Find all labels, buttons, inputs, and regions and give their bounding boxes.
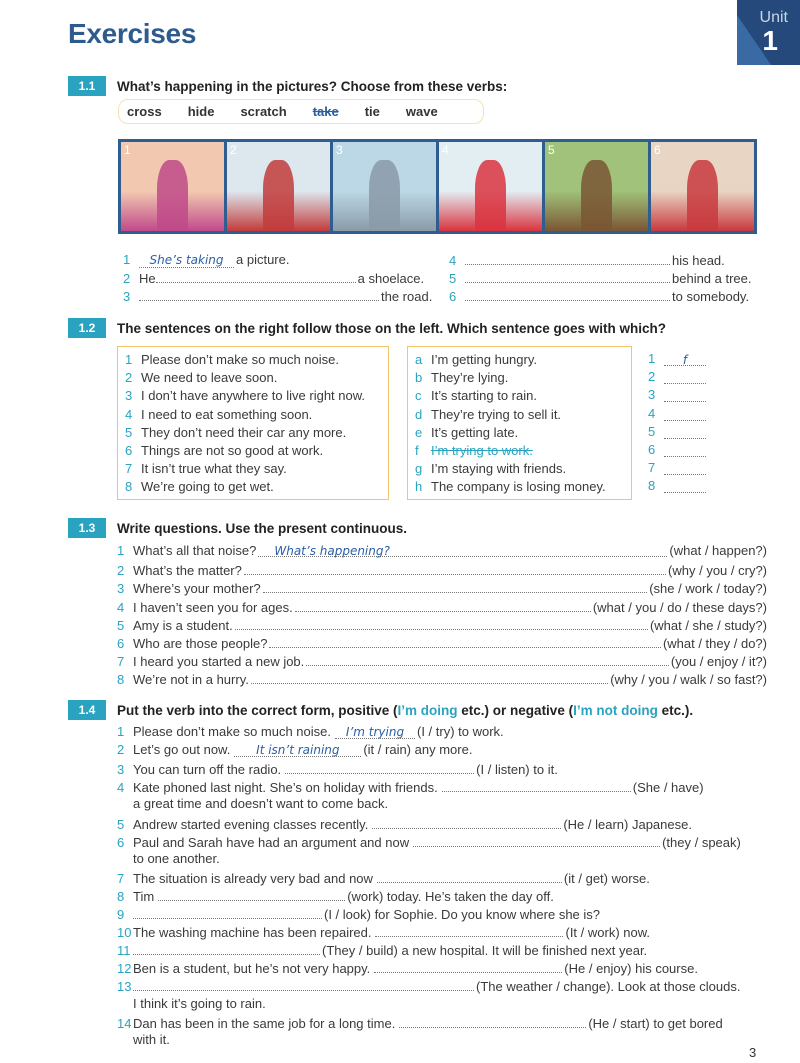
item-letter: d [415, 406, 423, 422]
answer-row [648, 442, 706, 460]
question-row [117, 561, 767, 579]
illustration-figure [157, 160, 188, 231]
answer-blank[interactable] [465, 288, 670, 301]
verb-option: hide [187, 104, 215, 119]
answer-blank[interactable] [263, 579, 648, 593]
left-sentence [125, 352, 388, 370]
answer-blank[interactable] [465, 270, 670, 283]
page-title: Exercises [68, 18, 197, 49]
sentence-suffix: (I / listen) to it. [476, 762, 558, 778]
picture-2 [227, 142, 330, 231]
exercise-row [117, 869, 650, 887]
sentence-prefix: Paul and Sarah have had an argument and now [133, 834, 410, 850]
sentence-text: I don’t have anywhere to live right now. [141, 388, 366, 404]
answer-row [648, 387, 706, 405]
picture-number: 4 [442, 143, 449, 157]
answer-blank[interactable] [306, 652, 669, 666]
sentence-text: It isn’t true what they say. [141, 461, 287, 477]
item-number: 8 [117, 672, 125, 688]
answer-blank[interactable] [251, 670, 608, 684]
exercise-badge-1-1: 1.1 [68, 76, 106, 96]
continuation-line: with it. [133, 1031, 170, 1047]
answer-row [648, 351, 706, 369]
answer-blank[interactable] [133, 941, 320, 955]
item-number: 4 [648, 405, 656, 421]
item-number: 5 [449, 271, 457, 286]
exercise-row [117, 977, 741, 995]
item-letter: b [415, 370, 423, 386]
sentence-suffix: (The weather / change). Look at those clouds. [476, 979, 741, 995]
answer-blank[interactable] [664, 371, 706, 384]
hint-text: (why / you / walk / so fast?) [610, 672, 767, 688]
sentence-prefix: Let’s go out now. [133, 742, 231, 758]
sentence-prefix: The washing machine has been repaired. [133, 925, 372, 941]
item-number: 5 [125, 424, 133, 440]
picture-number: 2 [230, 143, 237, 157]
sentence-prefix: Please don’t make so much noise. [133, 724, 331, 739]
sentence-row [123, 288, 432, 306]
sentence-text: I’m getting hungry. [431, 352, 537, 367]
exercise-heading-1-1: What’s happening in the pictures? Choose from these verbs: [117, 79, 508, 94]
sentence-row [123, 252, 289, 270]
answer-blank[interactable] [235, 616, 648, 630]
verb-option: tie [364, 104, 380, 119]
answer-column [648, 351, 706, 497]
item-letter: e [415, 424, 423, 440]
question-row [117, 598, 767, 616]
answer-blank[interactable] [295, 598, 591, 612]
sentence-suffix: (He / enjoy) his course. [564, 961, 698, 977]
right-sentence [415, 443, 631, 461]
exercise-badge-1-4: 1.4 [68, 700, 106, 720]
continuation-line: I think it’s going to rain. [133, 995, 266, 1011]
sentence-prefix: Kate phoned last night. She’s on holiday with friends. [133, 780, 438, 796]
item-number: 3 [117, 762, 125, 778]
sentence-text: They’re trying to sell it. [431, 406, 562, 422]
item-number: 3 [123, 289, 131, 304]
sentence-prefix: You can turn off the radio. [133, 762, 282, 778]
answer-row [648, 460, 706, 478]
sentence-suffix: (I / look) for Sophie. Do you know where she is? [324, 907, 601, 922]
hint-text: (what / they / do?) [662, 636, 767, 651]
sentence-suffix: to somebody. [672, 289, 750, 304]
item-number: 1 [117, 543, 125, 558]
item-letter: a [415, 352, 423, 367]
exercise-badge-1-3: 1.3 [68, 518, 106, 538]
answer-blank[interactable] [374, 959, 562, 973]
question-row [117, 670, 767, 688]
answer-blank[interactable]: She’s taking [139, 253, 234, 268]
item-number: 12 [117, 961, 132, 977]
heading-text: Put the verb into the correct form, positive ( [117, 703, 398, 718]
illustration-figure [581, 160, 612, 231]
exercise-row [117, 1014, 723, 1032]
sentence-row [449, 270, 752, 288]
hint-text: (you / enjoy / it?) [670, 654, 767, 670]
answer-blank[interactable] [399, 1014, 586, 1028]
picture-4 [439, 142, 542, 231]
sentence-suffix: a shoelace. [357, 271, 425, 286]
item-number: 3 [117, 581, 125, 597]
item-number: 7 [125, 461, 133, 477]
picture-number: 1 [124, 143, 131, 157]
item-number: 2 [117, 742, 125, 758]
verb-option: wave [405, 104, 438, 119]
right-sentence [415, 461, 631, 479]
answer-blank[interactable]: I’m trying [335, 725, 415, 739]
left-sentence [125, 425, 388, 443]
sentence-text: It’s getting late. [431, 424, 519, 440]
sentence-text: I’m staying with friends. [431, 461, 567, 477]
sentence-prefix: Dan has been in the same job for a long time. [133, 1015, 396, 1031]
item-number: 3 [125, 388, 133, 404]
left-sentence [125, 370, 388, 388]
illustration-figure [369, 160, 400, 231]
answer-blank[interactable] [664, 426, 706, 439]
verb-option: scratch [240, 104, 287, 119]
item-number: 6 [125, 442, 133, 458]
question-text: I haven’t seen you for ages. [133, 599, 293, 615]
right-sentence [415, 407, 631, 425]
exercise-row [117, 742, 472, 760]
answer-blank[interactable] [285, 760, 474, 774]
sentence-prefix: He [139, 271, 156, 286]
answer-blank[interactable] [664, 444, 706, 457]
exercise-heading-1-3: Write questions. Use the present continuous. [117, 521, 408, 536]
sentence-box-left [117, 346, 389, 500]
picture-number: 6 [654, 143, 661, 157]
exercise-row [117, 815, 692, 833]
item-number: 4 [125, 406, 133, 422]
sentence-suffix: (He / start) to get bored [588, 1015, 723, 1031]
sentence-text: Things are not so good at work. [141, 442, 324, 458]
answer-blank[interactable] [372, 815, 561, 829]
heading-text: etc.) or negative ( [457, 703, 574, 718]
sentence-row [449, 252, 725, 270]
hint-text: (she / work / today?) [649, 581, 767, 597]
sentence-text: I’m trying to work. [431, 442, 533, 458]
question-text: Amy is a student. [133, 617, 233, 633]
picture-1 [121, 142, 224, 231]
item-number: 6 [117, 834, 125, 850]
heading-text: etc.). [657, 703, 694, 718]
verb-option: take [312, 104, 339, 119]
item-number: 6 [648, 441, 656, 457]
hint-text: (what / she / study?) [649, 617, 767, 633]
sentence-suffix: (I / try) to work. [417, 724, 504, 739]
question-row [117, 543, 767, 561]
sentence-text: Please don’t make so much noise. [141, 352, 339, 367]
sentence-box-right [407, 346, 632, 500]
answer-blank[interactable] [139, 288, 379, 301]
exercise-heading-1-2: The sentences on the right follow those on the left. Which sentence goes with which? [117, 321, 667, 336]
item-number: 5 [648, 423, 656, 439]
item-number: 1 [123, 252, 131, 267]
left-sentence [125, 461, 388, 479]
item-number: 8 [648, 478, 656, 494]
question-row [117, 652, 767, 670]
sentence-suffix: (it / rain) any more. [363, 742, 473, 758]
unit-label: Unit [759, 9, 788, 26]
exercise-row [117, 923, 650, 941]
illustration-figure [263, 160, 294, 231]
item-number: 14 [117, 1015, 132, 1031]
item-number: 6 [449, 289, 457, 304]
sentence-row [449, 288, 749, 306]
item-number: 8 [117, 888, 125, 904]
answer-blank[interactable] [375, 923, 563, 937]
question-text: What’s the matter? [133, 563, 242, 579]
answer-row [648, 424, 706, 442]
question-text: Where’s your mother? [133, 581, 261, 597]
item-number: 13 [117, 979, 132, 995]
left-sentence [125, 443, 388, 461]
exercise-row [117, 724, 504, 742]
exercise-heading-1-4 [117, 703, 693, 718]
answer-row [648, 478, 706, 496]
sentence-prefix: Andrew started evening classes recently. [133, 816, 369, 832]
item-number: 10 [117, 925, 132, 941]
answer-blank[interactable] [465, 252, 670, 265]
answer-blank[interactable] [442, 778, 631, 792]
exercise-row [117, 887, 554, 905]
exercise-badge-1-2: 1.2 [68, 318, 106, 338]
item-letter: g [415, 461, 423, 477]
item-number: 7 [117, 870, 125, 886]
sentence-suffix: the road. [381, 289, 433, 304]
sentence-prefix: The situation is already very bad and now [133, 870, 373, 886]
answer-row [648, 406, 706, 424]
left-sentence [125, 407, 388, 425]
illustration-figure [687, 160, 718, 231]
item-number: 8 [125, 479, 133, 495]
item-number: 1 [117, 724, 125, 739]
question-text: What’s all that noise? [133, 543, 257, 558]
sentence-text: We need to leave soon. [141, 370, 278, 386]
item-number: 4 [449, 253, 457, 268]
sentence-suffix: (they / speak) [662, 834, 741, 850]
right-sentence [415, 388, 631, 406]
answer-blank[interactable] [158, 887, 345, 901]
exercise-row [117, 905, 600, 923]
sentence-prefix: Tim [133, 888, 155, 904]
item-letter: h [415, 479, 423, 495]
unit-number: 1 [762, 25, 778, 56]
answer-blank[interactable] [664, 389, 706, 402]
answer-row [648, 369, 706, 387]
question-row [117, 579, 767, 597]
sentence-suffix: (He / learn) Japanese. [563, 816, 692, 832]
hint-text: (what / happen?) [669, 543, 767, 558]
picture-5 [545, 142, 648, 231]
answer-blank[interactable] [258, 543, 667, 557]
item-number: 2 [117, 563, 125, 579]
item-number: 2 [125, 370, 133, 386]
answer-blank[interactable]: f [664, 353, 706, 366]
hint-text: (why / you / cry?) [668, 563, 767, 579]
answer-blank[interactable] [413, 833, 660, 847]
item-letter: c [415, 388, 422, 404]
left-sentence [125, 388, 388, 406]
heading-highlight-positive: I’m doing [397, 703, 458, 718]
sentence-text: They’re lying. [431, 370, 509, 386]
heading-highlight-negative: I’m not doing [573, 703, 658, 718]
item-number: 4 [117, 780, 125, 796]
picture-6 [651, 142, 754, 231]
sentence-row [123, 270, 424, 288]
right-sentence [415, 479, 631, 497]
hint-text: (what / you / do / these days?) [592, 599, 767, 615]
answer-blank[interactable] [133, 905, 322, 919]
question-text: Who are those people? [133, 636, 268, 651]
answer-blank[interactable]: It isn’t raining [234, 743, 361, 757]
item-number: 9 [117, 907, 125, 922]
answer-blank[interactable] [156, 270, 356, 283]
sentence-suffix: (She / have) [632, 780, 704, 796]
sentence-text: The company is losing money. [431, 479, 606, 495]
answer-blank[interactable] [664, 462, 706, 475]
page-number: 3 [749, 1045, 757, 1060]
item-number: 1 [648, 351, 656, 366]
sentence-text: I need to eat something soon. [141, 406, 313, 422]
sentence-text: It’s starting to rain. [431, 388, 537, 404]
question-text: I heard you started a new job. [133, 654, 305, 670]
picture-3 [333, 142, 436, 231]
sentence-suffix: his head. [672, 253, 725, 268]
verb-box [118, 99, 484, 124]
answer-blank[interactable] [269, 634, 661, 648]
answer-blank[interactable] [664, 480, 706, 493]
item-number: 5 [117, 617, 125, 633]
item-number: 3 [648, 387, 656, 403]
exercise-row [117, 760, 558, 778]
item-number: 7 [648, 460, 656, 476]
sentence-suffix: behind a tree. [672, 271, 752, 286]
handwritten-answer: What’s happening? [274, 544, 390, 558]
exercise-row [117, 941, 647, 959]
item-number: 4 [117, 599, 125, 615]
sentence-suffix: (work) today. He’s taken the day off. [347, 888, 554, 904]
item-letter: f [415, 442, 419, 458]
exercise-row [117, 959, 698, 977]
unit-badge [737, 0, 800, 65]
item-number: 6 [117, 636, 125, 651]
picture-strip [118, 139, 757, 234]
answer-blank[interactable] [664, 408, 706, 421]
left-sentence [125, 479, 388, 497]
item-number: 5 [117, 816, 125, 832]
item-number: 2 [123, 271, 131, 286]
item-number: 7 [117, 654, 125, 670]
continuation-line: a great time and doesn’t want to come back. [133, 796, 389, 812]
picture-number: 3 [336, 143, 343, 157]
exercise-row [117, 833, 741, 851]
answer-blank[interactable] [377, 869, 562, 883]
sentence-text: They don’t need their car any more. [141, 424, 347, 440]
sentence-text: We’re going to get wet. [141, 479, 274, 495]
sentence-suffix: a picture. [236, 252, 290, 267]
sentence-suffix: (They / build) a new hospital. It will be finished next year. [322, 943, 648, 959]
question-row [117, 616, 767, 634]
verb-option: cross [127, 104, 162, 119]
item-number: 11 [117, 943, 131, 959]
right-sentence [415, 370, 631, 388]
question-text: We’re not in a hurry. [133, 672, 249, 688]
answer-blank[interactable] [133, 977, 474, 991]
sentence-suffix: (It / work) now. [565, 925, 651, 941]
exercise-row [117, 778, 704, 796]
sentence-prefix: Ben is a student, but he’s not very happy. [133, 961, 371, 977]
answer-blank[interactable] [244, 561, 666, 575]
continuation-line: to one another. [133, 850, 220, 866]
item-number: 2 [648, 369, 656, 385]
illustration-figure [475, 160, 506, 231]
right-sentence [415, 352, 631, 370]
picture-number: 5 [548, 143, 555, 157]
right-sentence [415, 425, 631, 443]
question-row [117, 634, 767, 652]
sentence-suffix: (it / get) worse. [563, 870, 650, 886]
item-number: 1 [125, 352, 133, 367]
